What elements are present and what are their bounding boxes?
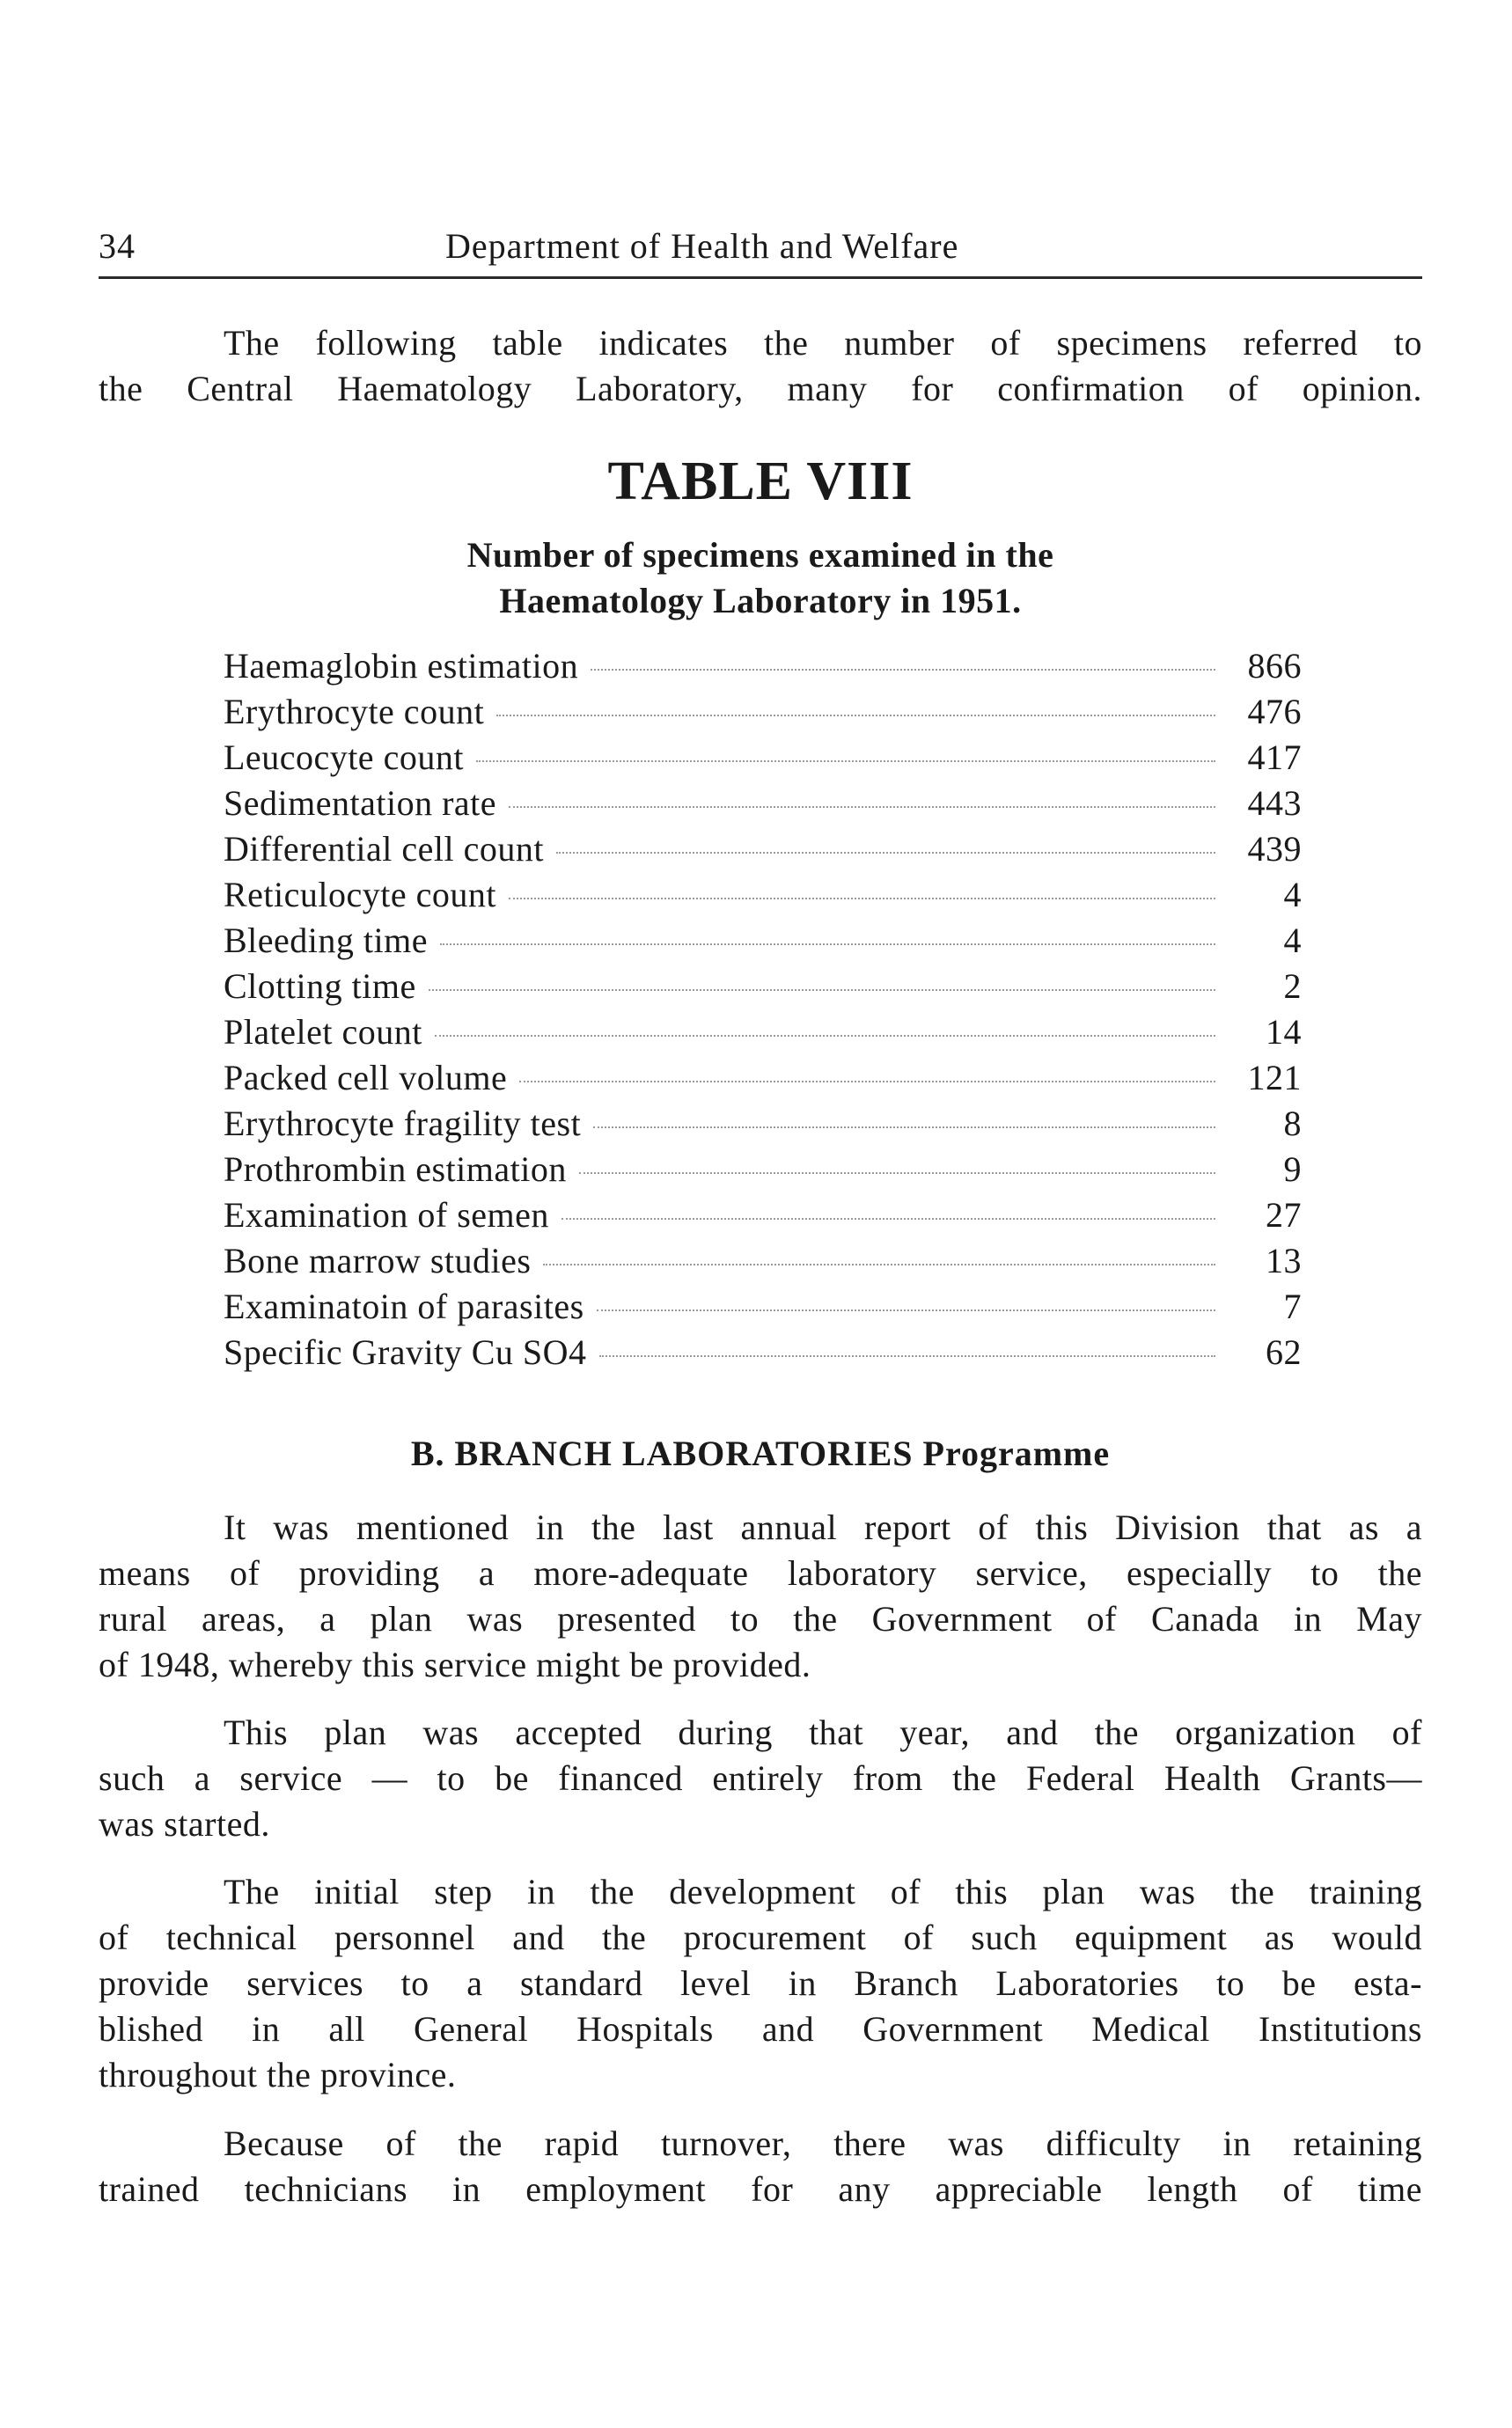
running-title: Department of Health and Welfare — [445, 226, 959, 266]
table-row — [224, 1011, 1302, 1057]
table-subtitle-line-1: Number of specimens examined in the — [466, 535, 1054, 575]
text-line: The initial step in the development of this plan was the training — [224, 1872, 1422, 1911]
row-label: Leucocyte count — [224, 737, 464, 777]
row-label: Examinatoin of parasites — [224, 1287, 584, 1326]
row-value: 13 — [1266, 1241, 1302, 1280]
page-number: 34 — [99, 226, 136, 266]
row-label: Differential cell count — [224, 829, 544, 869]
row-value: 14 — [1266, 1012, 1302, 1052]
text-line: means of providing a more-adequate laboratory service, especially to the — [99, 1553, 1422, 1593]
row-label: Examination of semen — [224, 1195, 549, 1235]
table-row — [224, 1103, 1302, 1148]
dot-leader — [435, 1035, 1215, 1037]
row-value: 62 — [1266, 1332, 1302, 1372]
dot-leader — [593, 1126, 1215, 1128]
row-label: Clotting time — [224, 966, 416, 1006]
dot-leader — [440, 943, 1215, 945]
text-line: of 1948, whereby this service might be provided. — [99, 1645, 811, 1684]
row-value: 2 — [1283, 966, 1302, 1006]
dot-leader — [599, 1355, 1215, 1357]
row-value: 439 — [1247, 829, 1302, 869]
table-row — [224, 920, 1302, 965]
table-row — [224, 1331, 1302, 1377]
text-line: such a service — to be financed entirely from the Federal Health Grants— — [99, 1758, 1422, 1798]
intro-line-1: The following table indicates the number of specimens referred to — [224, 323, 1422, 363]
row-value: 866 — [1247, 646, 1302, 686]
running-header — [99, 220, 1422, 273]
row-label: Erythrocyte count — [224, 692, 485, 731]
text-line: blished in all General Hospitals and Government Medical Institutions — [99, 2009, 1422, 2049]
dot-leader — [597, 1309, 1215, 1311]
row-value: 4 — [1283, 921, 1302, 960]
row-value: 121 — [1247, 1058, 1302, 1097]
text-line: This plan was accepted during that year, and the organization of — [224, 1713, 1422, 1752]
row-label: Reticulocyte count — [224, 875, 497, 914]
dot-leader — [476, 760, 1215, 762]
paragraph-1 — [99, 1505, 1422, 1688]
dot-leader — [496, 715, 1215, 716]
table-row — [224, 1240, 1302, 1286]
row-value: 476 — [1247, 692, 1302, 731]
dot-leader — [519, 1081, 1215, 1082]
intro-line-2: the Central Haematology Laboratory, many for confirmation of opinion. — [99, 369, 1422, 408]
dot-leader — [543, 1264, 1215, 1265]
table-row — [224, 1194, 1302, 1240]
text-line: It was mentioned in the last annual report of this Division that as a — [224, 1507, 1422, 1547]
text-line: was started. — [99, 1804, 270, 1844]
table-subtitle-line-2: Haematology Laboratory in 1951. — [499, 581, 1022, 620]
row-label: Sedimentation rate — [224, 783, 497, 823]
row-label: Packed cell volume — [224, 1058, 508, 1097]
dot-leader — [556, 852, 1215, 854]
table-row — [224, 1286, 1302, 1331]
dot-leader — [509, 806, 1215, 808]
text-line: rural areas, a plan was presented to the Government of Canada in May — [99, 1599, 1422, 1639]
table-row — [224, 828, 1302, 874]
table-row — [224, 1148, 1302, 1194]
row-label: Prothrombin estimation — [224, 1149, 567, 1189]
dot-leader — [509, 898, 1215, 899]
row-label: Erythrocyte fragility test — [224, 1104, 582, 1143]
row-value: 417 — [1247, 737, 1302, 777]
row-label: Haemaglobin estimation — [224, 646, 579, 686]
section-heading: B. BRANCH LABORATORIES Programme — [410, 1434, 1111, 1473]
table-row — [224, 645, 1302, 691]
table-row — [224, 782, 1302, 828]
dot-leader — [579, 1172, 1215, 1174]
specimen-table — [224, 645, 1302, 1377]
table-row — [224, 965, 1302, 1011]
table-row — [224, 874, 1302, 920]
dot-leader — [561, 1218, 1215, 1220]
dot-leader — [591, 669, 1215, 671]
row-value: 443 — [1247, 783, 1302, 823]
paragraph-3 — [99, 1869, 1422, 2098]
paragraph-4 — [99, 2121, 1422, 2212]
dot-leader — [429, 989, 1215, 991]
row-value: 27 — [1266, 1195, 1302, 1235]
row-value: 8 — [1283, 1104, 1302, 1143]
row-value: 9 — [1283, 1149, 1302, 1189]
row-label: Bone marrow studies — [224, 1241, 532, 1280]
text-line: throughout the province. — [99, 2055, 457, 2094]
row-label: Bleeding time — [224, 921, 429, 960]
row-value: 4 — [1283, 875, 1302, 914]
row-label: Specific Gravity Cu SO4 — [224, 1332, 587, 1372]
table-row — [224, 691, 1302, 737]
table-row — [224, 737, 1302, 782]
text-line: trained technicians in employment for any appreciable length of time — [99, 2169, 1422, 2209]
row-value: 7 — [1283, 1287, 1302, 1326]
header-rule — [99, 276, 1422, 279]
text-line: provide services to a standard level in Branch Laboratories to be esta- — [99, 1963, 1422, 2003]
table-title: TABLE VIII — [607, 451, 914, 511]
intro-paragraph — [99, 320, 1422, 412]
table-row — [224, 1057, 1302, 1103]
text-line: of technical personnel and the procurement of such equipment as would — [99, 1918, 1422, 1957]
paragraph-2 — [99, 1710, 1422, 1847]
row-label: Platelet count — [224, 1012, 422, 1052]
text-line: Because of the rapid turnover, there was difficulty in retaining — [224, 2124, 1422, 2163]
